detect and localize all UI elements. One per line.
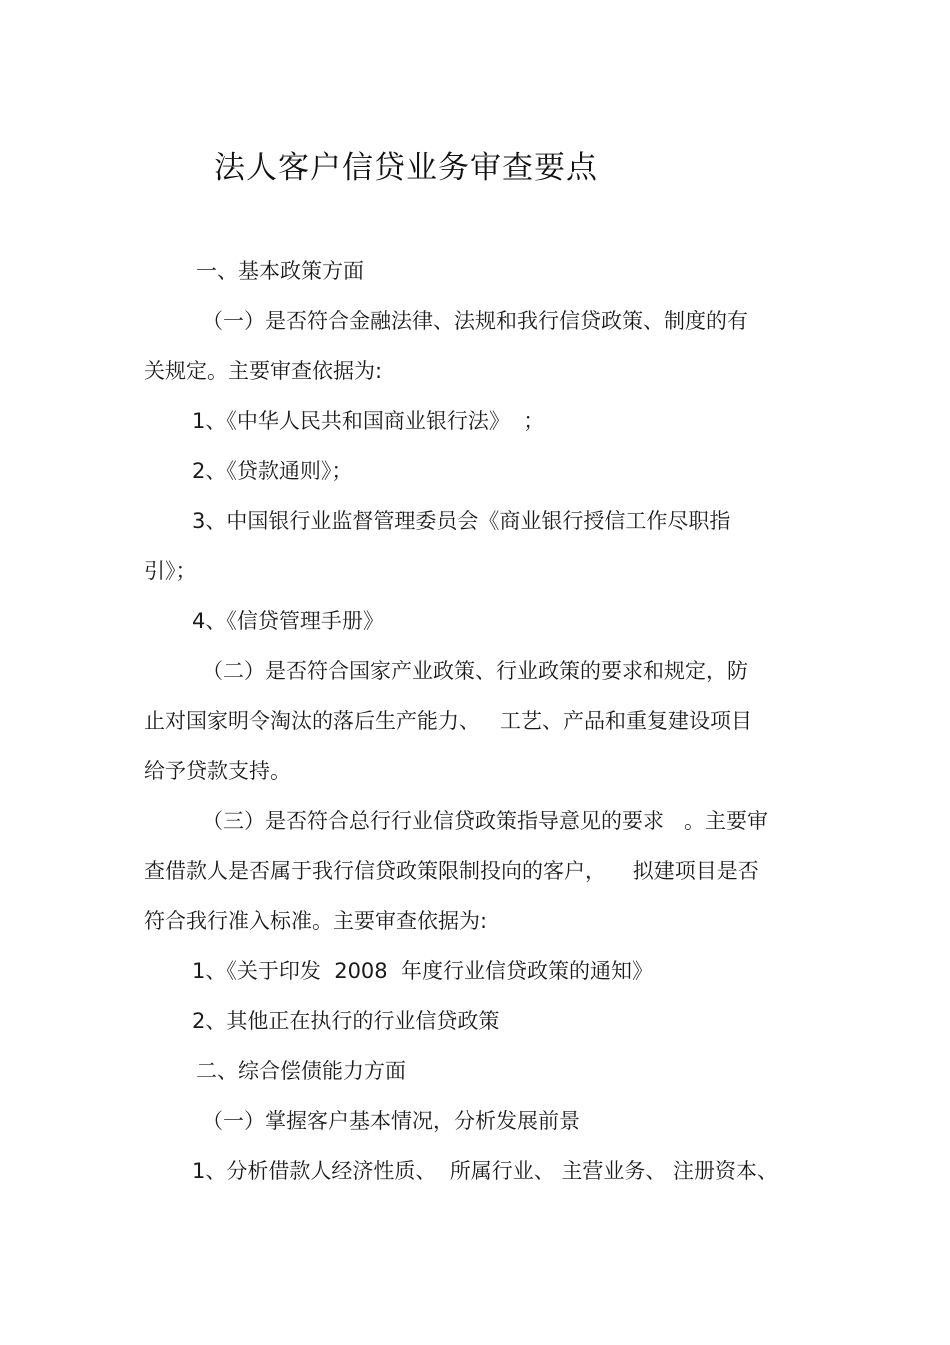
list-item: 4、《信贷管理手册》 [192, 609, 384, 633]
list-item: 2、《贷款通则》； [192, 459, 353, 483]
section-heading-2: 二、综合偿债能力方面 [196, 1059, 406, 1083]
list-item: 1、分析借款人经济性质、 所属行业、 主营业务、 注册资本、 [192, 1159, 779, 1183]
paragraph-line: 给予贷款支持。 [144, 759, 291, 783]
paragraph-line: （三）是否符合总行行业信贷政策指导意见的要求 。主要审 [202, 809, 769, 833]
paragraph-line: 引》； [144, 559, 197, 583]
list-item: 1、《中华人民共和国商业银行法》 ； [192, 409, 545, 433]
document-title: 法人客户信贷业务审查要点 [214, 150, 598, 186]
list-item: 2、其他正在执行的行业信贷政策 [192, 1009, 500, 1033]
section-heading-1: 一、基本政策方面 [196, 259, 364, 283]
paragraph-line: （二）是否符合国家产业政策、行业政策的要求和规定，防 [202, 659, 748, 683]
paragraph-line: 止对国家明令淘汰的落后生产能力、 工艺、产品和重复建设项目 [144, 709, 753, 733]
paragraph-line: 查借款人是否属于我行信贷政策限制投向的客户， 拟建项目是否 [144, 859, 759, 883]
paragraph-line: 符合我行准入标准。主要审查依据为: [144, 909, 488, 933]
list-item: 3、中国银行业监督管理委员会《商业银行授信工作尽职指 [192, 509, 731, 533]
list-item: 1、《关于印发 2008 年度行业信贷政策的通知》 [192, 959, 654, 983]
paragraph-line: （一）掌握客户基本情况，分析发展前景 [202, 1109, 580, 1133]
paragraph-line: 关规定。主要审查依据为: [144, 359, 383, 383]
paragraph-line: （一）是否符合金融法律、法规和我行信贷政策、制度的有 [202, 309, 748, 333]
